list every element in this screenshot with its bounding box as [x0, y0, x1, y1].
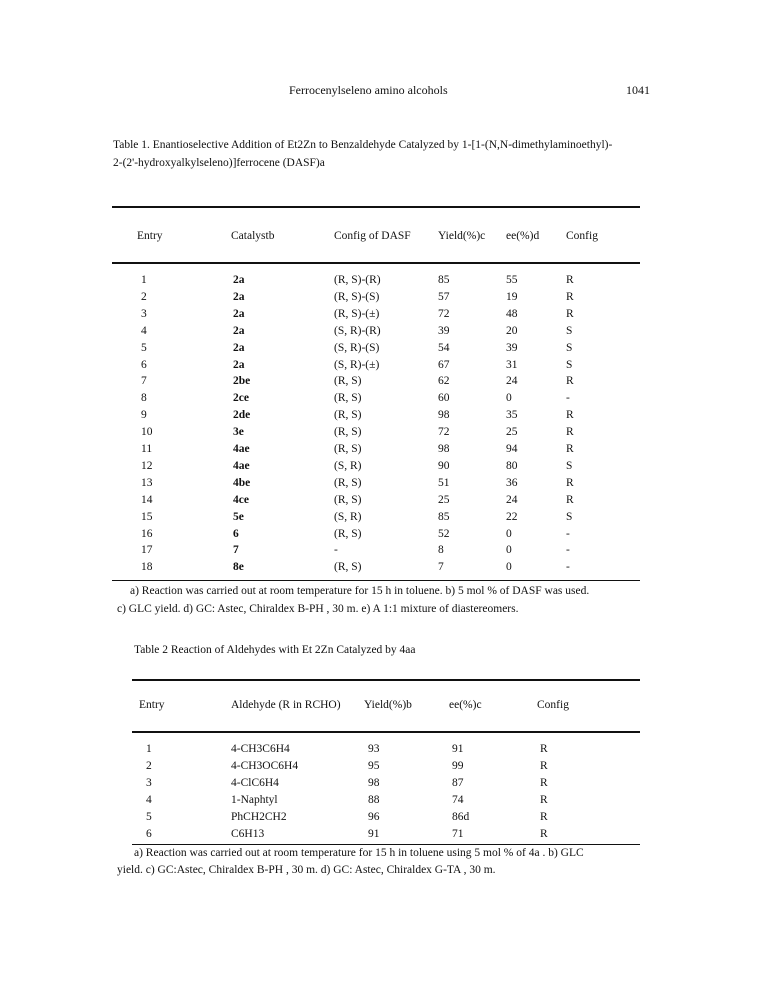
table1-header-cell: Yield(%)c	[438, 230, 486, 242]
table1-cell: 0	[506, 561, 512, 574]
table2-cell: R	[540, 777, 548, 789]
table1-cell: 1	[141, 274, 147, 286]
table1-cell: -	[566, 544, 570, 557]
table1-cell: (S, R)-(R)	[334, 324, 381, 337]
table1-cell: 0	[506, 392, 512, 405]
table1-cell: (S, R)	[334, 459, 362, 472]
table1-cell: (S, R)-(±)	[334, 358, 380, 371]
table1-header-cell: Config	[566, 230, 598, 242]
table1-cell: 11	[141, 443, 153, 455]
table2-cell: 1	[146, 743, 152, 755]
table1-cell: 52	[438, 527, 450, 540]
table2-cell: 91	[368, 828, 380, 840]
table1-cell: (R, S)	[334, 527, 362, 540]
table1-caption-line1: Table 1. Enantioselective Addition of Et2Zn to Benzaldehyde Catalyzed by 1-[1-(N,N-dimethylaminoethyl)-	[113, 139, 613, 151]
table1-footnote-line2: c) GLC yield. d) GC: Astec, Chiraldex B-PH , 30 m. e) A 1:1 mixture of diastereomers.	[117, 603, 519, 615]
table1-header-rule	[112, 262, 640, 264]
table2-header-cell: Aldehyde (R in RCHO)	[231, 699, 341, 711]
table1-cell: -	[566, 527, 570, 540]
table1-cell: 7	[233, 544, 239, 557]
table2-cell: 4-CH3C6H4	[231, 743, 290, 755]
table1-cell: 18	[141, 561, 153, 574]
table1-cell: 54	[438, 341, 450, 354]
table1-cell: 8	[438, 544, 444, 557]
table2-cell: 3	[146, 777, 152, 789]
table1-cell: 48	[506, 307, 518, 320]
table2-cell: 93	[368, 743, 380, 755]
table2-header-cell: Entry	[139, 699, 165, 711]
table1-header-cell: Config of DASF	[334, 230, 411, 242]
table1-cell: (R, S)	[334, 493, 362, 506]
table1-cell: -	[334, 544, 338, 557]
table1-cell: 39	[506, 341, 518, 354]
table2-cell: 86d	[452, 811, 470, 823]
table1-cell: 98	[438, 409, 450, 422]
table1-cell: 6	[233, 527, 239, 540]
table1-cell: 20	[506, 324, 518, 337]
table1-cell: R	[566, 274, 574, 286]
table1-cell: 24	[506, 375, 518, 388]
table1-caption-line2: 2-(2'-hydroxyalkylseleno)]ferrocene (DASF)a	[113, 157, 325, 169]
table1-cell: 7	[141, 375, 147, 388]
table1-cell: (R, S)-(R)	[334, 274, 381, 286]
table2-cell: PhCH2CH2	[231, 811, 287, 823]
table2-cell: 2	[146, 760, 152, 772]
table1-cell: 4ce	[233, 493, 249, 506]
table1-cell: R	[566, 476, 574, 489]
table1-cell: 3e	[233, 426, 244, 439]
table1-cell: R	[566, 409, 574, 422]
table1-cell: S	[566, 341, 573, 354]
table2-cell: 5	[146, 811, 152, 823]
table2-bottom-rule	[132, 844, 640, 845]
table2-header-rule	[132, 731, 640, 733]
table1-cell: 5e	[233, 510, 244, 523]
table1-cell: R	[566, 290, 574, 303]
table1-cell: 4ae	[233, 459, 250, 472]
table1-bottom-rule	[112, 580, 640, 581]
table1-cell: (S, R)	[334, 510, 362, 523]
table1-cell: 7	[438, 561, 444, 574]
table1-cell: 0	[506, 544, 512, 557]
table1-cell: 57	[438, 290, 450, 303]
table1-cell: 3	[141, 307, 147, 320]
table1-cell: 2a	[233, 307, 245, 320]
table1-cell: 4ae	[233, 443, 250, 455]
table1-header-cell: ee(%)d	[506, 230, 540, 242]
table1-cell: 2	[141, 290, 147, 303]
table2-cell: R	[540, 811, 548, 823]
table1-cell: (R, S)	[334, 561, 362, 574]
table2-cell: 4-CH3OC6H4	[231, 760, 299, 772]
table2-cell: 96	[368, 811, 380, 823]
table2-top-rule	[132, 679, 640, 681]
table1-cell: 6	[141, 358, 147, 371]
table1-cell: 2a	[233, 324, 245, 337]
table1-cell: 35	[506, 409, 518, 422]
table1-cell: -	[566, 561, 570, 574]
table1-cell: 2a	[233, 274, 245, 286]
table2-cell: R	[540, 743, 548, 755]
table1-cell: 90	[438, 459, 450, 472]
table1-cell: S	[566, 459, 573, 472]
table1-cell: 51	[438, 476, 450, 489]
table1-cell: R	[566, 443, 574, 455]
table2-cell: R	[540, 828, 548, 840]
table2-cell: R	[540, 794, 548, 806]
table2-footnote-line2: yield. c) GC:Astec, Chiraldex B-PH , 30 m. d) GC: Astec, Chiraldex G-TA , 30 m.	[117, 864, 496, 876]
table1-cell: 10	[141, 426, 153, 439]
table1-cell: 12	[141, 459, 153, 472]
table1-cell: S	[566, 324, 573, 337]
table2-cell: 4	[146, 794, 152, 806]
table1-cell: 25	[506, 426, 518, 439]
table1-cell: 85	[438, 510, 450, 523]
table1-cell: 0	[506, 527, 512, 540]
table2-cell: C6H13	[231, 828, 265, 840]
table1-cell: 2a	[233, 358, 245, 371]
table1-cell: R	[566, 426, 574, 439]
table1-cell: 5	[141, 341, 147, 354]
table1-cell: 72	[438, 426, 450, 439]
table1-cell: (R, S)	[334, 392, 362, 405]
table1-cell: 25	[438, 493, 450, 506]
table1-cell: 31	[506, 358, 518, 371]
table1-cell: 22	[506, 510, 518, 523]
table1-cell: (R, S)	[334, 409, 362, 422]
table1-cell: (R, S)	[334, 476, 362, 489]
table2-cell: 74	[452, 794, 464, 806]
table1-cell: 15	[141, 510, 153, 523]
table2-cell: 91	[452, 743, 464, 755]
table2-cell: 95	[368, 760, 380, 772]
table1-cell: 4be	[233, 476, 251, 489]
table1-cell: 2de	[233, 409, 251, 422]
table1-cell: 2ce	[233, 392, 249, 405]
table1-cell: 8	[141, 392, 147, 405]
running-head: Ferrocenylseleno amino alcohols	[289, 83, 448, 97]
table1-cell: 85	[438, 274, 450, 286]
table2-header-cell: ee(%)c	[449, 699, 482, 711]
table1-cell: R	[566, 493, 574, 506]
table2-header-cell: Yield(%)b	[364, 699, 412, 711]
table2-cell: R	[540, 760, 548, 772]
table1-cell: 67	[438, 358, 450, 371]
table1-cell: 17	[141, 544, 153, 557]
table1-cell: 2a	[233, 341, 245, 354]
table1-cell: 62	[438, 375, 450, 388]
table1-cell: 55	[506, 274, 518, 286]
table1-cell: 24	[506, 493, 518, 506]
table2-cell: 1-Naphtyl	[231, 794, 278, 806]
page-number: 1041	[626, 83, 650, 97]
table2-header-cell: Config	[537, 699, 569, 711]
table1-cell: (S, R)-(S)	[334, 341, 380, 354]
table1-cell: 2be	[233, 375, 251, 388]
table2-cell: 71	[452, 828, 464, 840]
table1-cell: 16	[141, 527, 153, 540]
table1-cell: 80	[506, 459, 518, 472]
table2-cell: 88	[368, 794, 380, 806]
table2-cell: 87	[452, 777, 464, 789]
table1-cell: 60	[438, 392, 450, 405]
table1-cell: (R, S)	[334, 375, 362, 388]
table1-cell: (R, S)	[334, 426, 362, 439]
table2-cell: 98	[368, 777, 380, 789]
table1-cell: 39	[438, 324, 450, 337]
table1-cell: 2a	[233, 290, 245, 303]
table1-header-cell: Entry	[137, 230, 163, 242]
table1-cell: 98	[438, 443, 450, 455]
table1-cell: R	[566, 307, 574, 320]
table1-cell: 4	[141, 324, 147, 337]
table1-cell: (R, S)-(S)	[334, 290, 380, 303]
table1-cell: 9	[141, 409, 147, 422]
table1-cell: (R, S)-(±)	[334, 307, 380, 320]
table2-cell: 6	[146, 828, 152, 840]
table1-cell: S	[566, 358, 573, 371]
table1-cell: R	[566, 375, 574, 388]
table1-cell: -	[566, 392, 570, 405]
table1-cell: 13	[141, 476, 153, 489]
table1-cell: 94	[506, 443, 518, 455]
table2-cell: 4-ClC6H4	[231, 777, 279, 789]
table1-cell: 14	[141, 493, 153, 506]
table1-header-cell: Catalystb	[231, 230, 275, 242]
table2-cell: 99	[452, 760, 464, 772]
table1-cell: S	[566, 510, 573, 523]
table1-cell: (R, S)	[334, 443, 362, 455]
table1-cell: 19	[506, 290, 518, 303]
table1-top-rule	[112, 206, 640, 208]
table1-footnote-line1: a) Reaction was carried out at room temperature for 15 h in toluene. b) 5 mol % of DASF was used.	[130, 585, 590, 597]
table2-caption: Table 2 Reaction of Aldehydes with Et 2Zn Catalyzed by 4aa	[134, 644, 416, 656]
table2-footnote-line1: a) Reaction was carried out at room temperature for 15 h in toluene using 5 mol % of 4a . b) GLC	[134, 847, 584, 859]
table1-cell: 8e	[233, 561, 244, 574]
table1-cell: 36	[506, 476, 518, 489]
table1-cell: 72	[438, 307, 450, 320]
